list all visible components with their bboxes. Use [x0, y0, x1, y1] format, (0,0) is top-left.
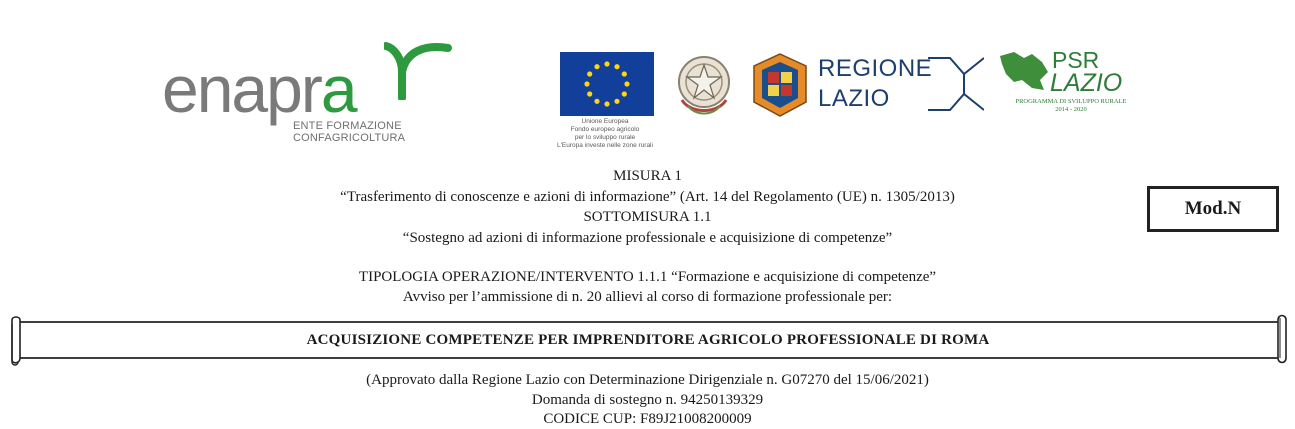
- approval-text: (Approvato dalla Regione Lazio con Determinazione Dirigenziale n. G07270 del 15/06/2021): [366, 372, 929, 388]
- avviso-text: Avviso per l’ammissione di n. 20 allievi al corso di formazione professionale per:: [402, 289, 893, 305]
- sottomisura-label: SOTTOMISURA 1.1: [583, 209, 712, 225]
- lazio-map-icon: [996, 50, 1054, 94]
- misura-description: “Trasferimento di conoscenze e azioni di informazione” (Art. 14 del Regolamento (UE) n. 1305/2013): [340, 189, 955, 205]
- regione-crest: [750, 52, 810, 118]
- cup-code: CODICE CUP: F89J21008200009: [543, 411, 752, 427]
- sprout-icon: [384, 38, 454, 100]
- republic-emblem-icon: [674, 52, 734, 120]
- regione-lazio-logo: [816, 52, 986, 114]
- misura-label: MISURA 1: [613, 168, 682, 184]
- psr-title: PSR: [1052, 47, 1100, 73]
- enapra-logo: [162, 38, 462, 153]
- eu-logo: [540, 48, 670, 160]
- regione-line2: LAZIO: [818, 85, 890, 112]
- psr-lazio-logo: [996, 48, 1146, 124]
- sottomisura-description: “Sostegno ad azioni di informazione professionale e acquisizione di competenze”: [402, 230, 893, 246]
- mod-label-box: Mod.N: [1147, 186, 1279, 232]
- eu-caption: Unione Europea Fondo europeo agricolo per lo sviluppo rurale L'Europa investe nelle zone rurali: [557, 118, 653, 149]
- course-title-banner: [8, 314, 1288, 368]
- eu-stars-icon: [560, 52, 654, 116]
- italian-republic-emblem: [674, 52, 734, 120]
- enapra-subtitle: ENTE FORMAZIONE CONFAGRICOLTURA: [293, 120, 406, 144]
- eu-flag: [560, 52, 654, 116]
- course-title: ACQUISIZIONE COMPETENZE PER IMPRENDITORE AGRICOLO PROFESSIONALE DI ROMA: [306, 332, 990, 348]
- crest-icon: [750, 52, 810, 118]
- psr-lazio-name: LAZIO: [1050, 69, 1123, 97]
- enapra-wordmark: enapra: [162, 52, 356, 126]
- tipologia-label: TIPOLOGIA OPERAZIONE/INTERVENTO 1.1.1 “Formazione e acquisizione di competenze”: [358, 269, 937, 285]
- regione-chevron-icon: [928, 54, 984, 114]
- psr-subtitle: PROGRAMMA DI SVILUPPO RURALE 2014 - 2020: [1015, 98, 1127, 113]
- regione-line1: REGIONE: [818, 55, 933, 82]
- domanda-text: Domanda di sostegno n. 94250139329: [531, 392, 764, 408]
